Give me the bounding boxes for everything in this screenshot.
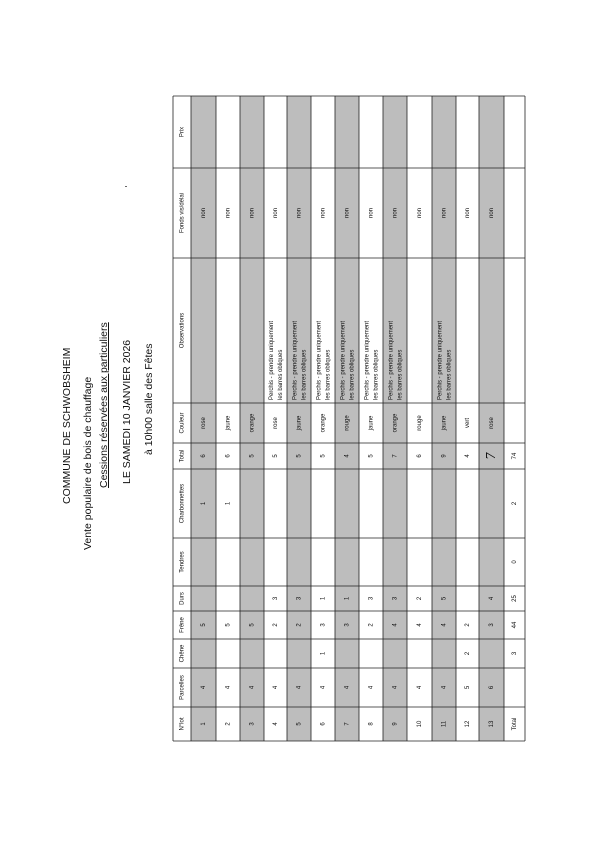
reserved-note: Cessions réservées aux particuliers (98, 322, 110, 488)
parcelles-cell: 4 (273, 685, 280, 690)
observation-line: les barres obliques (325, 349, 332, 400)
total-cell: 4 (344, 454, 351, 458)
chene-cell: 2 (465, 651, 472, 656)
column-header: Charbonnettes (179, 483, 186, 524)
fonds-cell: non (320, 207, 327, 219)
couleur-cell: jaune (296, 415, 303, 431)
frene-cell: 5 (249, 623, 256, 627)
lot-cell: 1 (201, 722, 208, 726)
totals-tendres: 0 (512, 560, 519, 564)
frene-cell: 5 (201, 623, 208, 627)
lot-cell: 12 (465, 720, 472, 728)
couleur-cell: jaune (368, 415, 375, 431)
totals-label: Total (512, 717, 519, 731)
column-header: Frêne (179, 617, 186, 633)
couleur-cell: rouge (417, 415, 424, 431)
couleur-cell: rose (273, 417, 280, 429)
column-header: Prix (179, 126, 186, 138)
total-cell: 6 (225, 454, 232, 458)
parcelles-cell: 4 (441, 685, 448, 690)
parcelles-cell: 4 (417, 685, 424, 690)
fonds-cell: non (465, 207, 472, 219)
fonds-cell: non (225, 207, 232, 219)
couleur-cell: jaune (225, 415, 232, 431)
observation-line: les barres obliques (397, 349, 404, 400)
durs-cell: 3 (368, 596, 375, 601)
durs-cell: 3 (296, 596, 303, 601)
observation-line: les barres obliques (278, 349, 285, 400)
observation-line: Perchis - prendre uniquement (340, 320, 347, 400)
charbonnettes-cell: 1 (225, 501, 232, 506)
total-cell: 6 (417, 454, 424, 458)
fonds-cell: non (249, 207, 256, 219)
sale-location: à 10h00 salle des Fêtes (143, 343, 155, 455)
fonds-cell: non (368, 207, 375, 219)
durs-cell: 1 (344, 596, 351, 601)
frene-cell: 2 (465, 623, 472, 627)
parcelles-cell: 4 (320, 685, 327, 690)
total-cell: 6 (201, 454, 208, 458)
fonds-cell: non (417, 207, 424, 219)
column-header: Tendres (179, 551, 186, 573)
observation-line: les barres obliques (301, 349, 308, 400)
observation-line: les barres obliques (373, 349, 380, 400)
parcelles-cell: 4 (344, 685, 351, 690)
observation-line: les barres obliques (446, 349, 453, 400)
parcelles-cell: 4 (392, 685, 399, 690)
column-header: Couleur (179, 412, 186, 434)
lot-cell: 5 (296, 722, 303, 726)
totals-durs: 25 (512, 595, 519, 602)
lot-cell: 4 (273, 722, 280, 726)
frene-cell: 2 (273, 623, 280, 627)
durs-cell: 3 (392, 596, 399, 601)
lot-cell: 13 (489, 720, 496, 728)
column-header: N°lot (179, 717, 186, 731)
total-cell: 9 (441, 454, 448, 458)
totals-chene: 3 (512, 651, 519, 656)
totals-frene: 44 (512, 621, 519, 629)
parcelles-cell: 4 (201, 685, 208, 690)
total-cell-handwritten: 7 (484, 452, 498, 460)
totals-charbonnettes: 2 (512, 501, 519, 506)
column-header: Durs (179, 592, 186, 605)
observation-line: Perchis - prendre uniquement (388, 320, 395, 400)
fonds-cell: non (441, 207, 448, 219)
parcelles-cell: 5 (465, 685, 472, 690)
parcelles-cell: 4 (249, 685, 256, 690)
column-header: Parcelles (179, 675, 186, 700)
frene-cell: 4 (392, 623, 399, 627)
frene-cell: 3 (344, 623, 351, 627)
durs-cell: 2 (417, 596, 424, 601)
parcelles-cell: 4 (296, 685, 303, 690)
total-cell: 5 (320, 454, 327, 458)
lot-cell: 7 (344, 722, 351, 726)
total-cell: 5 (368, 454, 375, 458)
frene-cell: 5 (225, 623, 232, 627)
observation-line: Perchis - prendre uniquement (316, 320, 323, 400)
frene-cell: 4 (441, 623, 448, 627)
sale-date: LE SAMEDI 10 JANVIER 2026 (121, 339, 133, 484)
column-header: Fonds vis/délai (179, 192, 186, 234)
fonds-cell: non (201, 207, 208, 219)
durs-cell: 5 (441, 596, 448, 601)
column-header: Observations (179, 312, 186, 349)
total-cell: 7 (392, 454, 399, 458)
couleur-cell: rouge (344, 415, 351, 431)
frene-cell: 4 (417, 623, 424, 627)
lot-cell: 9 (392, 722, 399, 726)
couleur-cell: vert (465, 417, 472, 429)
sale-subtitle: Vente populaire de bois de chauffage (82, 376, 94, 550)
chene-cell: 1 (320, 651, 327, 656)
couleur-cell: rose (201, 417, 208, 429)
parcelles-cell: 6 (489, 685, 496, 690)
couleur-cell: orange (320, 413, 327, 433)
observation-line: Perchis - prendre uniquement (292, 320, 299, 400)
fonds-cell: non (273, 207, 280, 219)
lot-cell: 6 (320, 722, 327, 726)
observation-line: Perchis - prendre uniquement (437, 320, 444, 400)
lot-cell: 8 (368, 722, 375, 726)
total-cell: 5 (273, 454, 280, 458)
total-cell: 5 (249, 454, 256, 458)
observation-line: Perchis - prendre uniquement (269, 320, 276, 400)
parcelles-cell: 4 (368, 685, 375, 690)
fonds-cell: non (296, 207, 303, 219)
frene-cell: 2 (296, 623, 303, 627)
charbonnettes-cell: 1 (201, 501, 208, 506)
column-header: Total (179, 449, 186, 463)
fonds-cell: non (344, 207, 351, 219)
fonds-cell: non (392, 207, 399, 219)
frene-cell: 3 (489, 623, 496, 627)
durs-cell: 1 (320, 596, 327, 601)
durs-cell: 4 (489, 596, 496, 601)
durs-cell: 3 (273, 596, 280, 601)
frene-cell: 2 (368, 623, 375, 627)
lot-cell: 11 (441, 720, 448, 728)
couleur-cell: jaune (441, 415, 448, 431)
total-cell: 4 (465, 454, 472, 458)
couleur-cell: orange (249, 413, 256, 433)
observation-line: les barres obliques (349, 349, 356, 400)
column-header: Chêne (179, 644, 186, 663)
frene-cell: 3 (320, 623, 327, 627)
lot-cell: 10 (417, 720, 424, 728)
fonds-cell: non (489, 207, 496, 219)
totals-total: 74 (512, 452, 519, 460)
lot-cell: 2 (225, 722, 232, 726)
total-cell: 5 (296, 454, 303, 458)
lot-cell: 3 (249, 722, 256, 726)
parcelles-cell: 4 (225, 685, 232, 690)
couleur-cell: orange (392, 413, 399, 433)
couleur-cell: rose (489, 417, 496, 429)
commune-title: COMMUNE DE SCHWOBSHEIM (61, 347, 73, 504)
observation-line: Perchis - prendre uniquement (364, 320, 371, 400)
